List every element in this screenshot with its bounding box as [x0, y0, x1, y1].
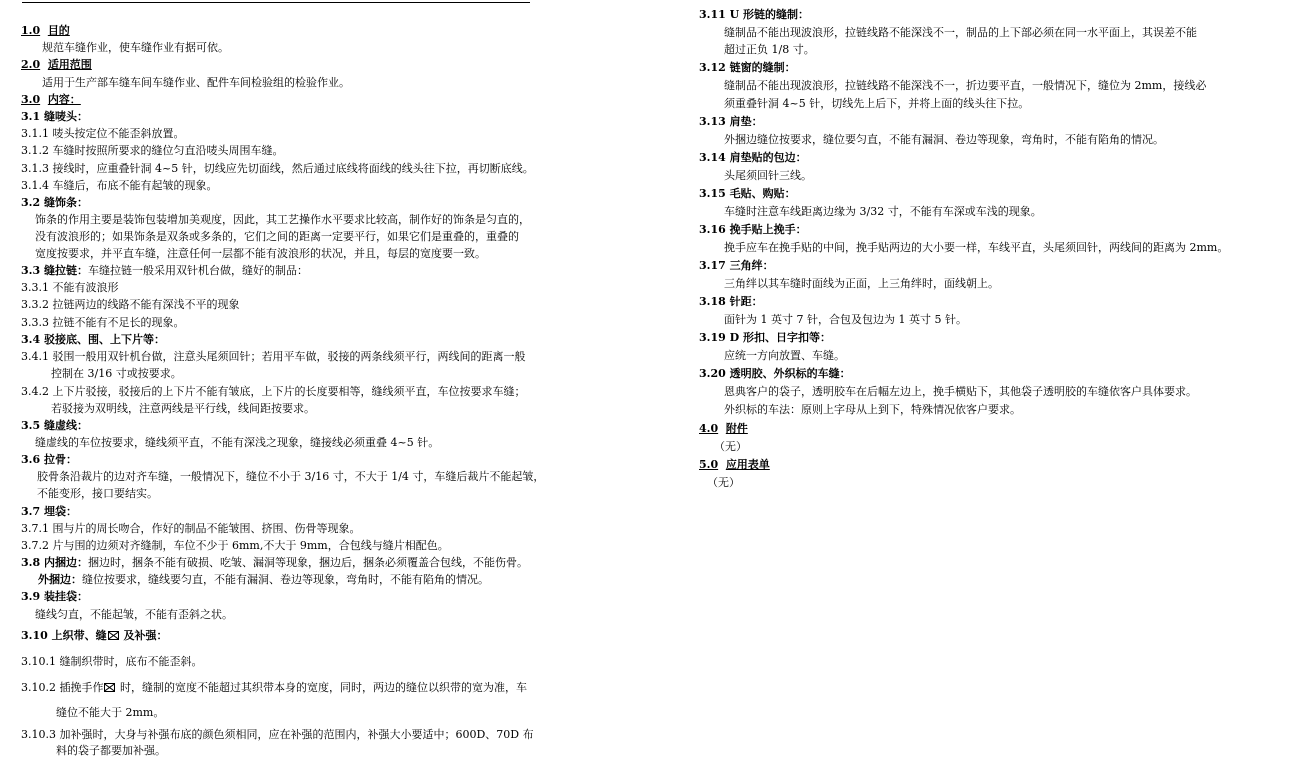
- subsection-heading-3-12: 3.12 链窗的缝制：: [699, 61, 796, 74]
- paragraph-3-19: 应统一方向放置、车缝。: [724, 349, 845, 362]
- subsection-heading-3-11: 3.11 U 形链的缝制：: [699, 8, 810, 21]
- paragraph-3-5: 缝虚线的车位按要求，缝线须平直，不能有深浅之现象，缝接线必须重叠 4~5 针。: [35, 436, 440, 449]
- subsection-heading-3-7: 3.7 埋袋：: [21, 505, 77, 518]
- subsection-heading-3-14: 3.14 肩垫贴的包边：: [699, 151, 807, 164]
- item-3-3-3: 3.3.3 拉链不能有不足长的现象。: [21, 316, 185, 329]
- item-3-10-2: [21, 680, 527, 695]
- item-3-1-2: 3.1.2 车缝时按照所要求的缝位匀直沿唛头周围车缝。: [21, 144, 284, 157]
- subsection-heading-3-20: 3.20 透明胶、外织标的车缝：: [699, 367, 851, 380]
- outer-binding-line: [38, 572, 489, 587]
- subsection-title-part: 及补强：: [119, 629, 168, 642]
- paragraph-3-14: 头尾须回针三线。: [724, 169, 812, 182]
- item-3-4-1: 3.4.1 驳围一般用双针机台做，注意头尾须回针；若用平车做，驳接的两条线须平行，两线间的距离一般: [21, 350, 526, 363]
- subsection-heading-3-9: 3.9 装挂袋：: [21, 590, 88, 603]
- item-3-7-1: 3.7.1 围与片的周长吻合，作好的制品不能皱围、挤围、伤骨等现象。: [21, 522, 361, 535]
- item-text-part: 3.10.2 插挽手作: [21, 681, 104, 694]
- subsection-title-part: 3.10 上织带、缝: [21, 629, 107, 642]
- paragraph-3-11-line: 超过正负 1/8 寸。: [724, 43, 815, 56]
- paragraph-3-6-line: 胶骨条沿裁片的边对齐车缝，一般情况下，缝位不小于 3/16 寸，不大于 1/4 寸，车缝后裁片不能起皱，: [37, 470, 545, 483]
- paragraph-3-13: 外捆边缝位按要求，缝位要匀直，不能有漏洞、卷边等现象，弯角时，不能有陷角的情况。: [724, 133, 1164, 146]
- item-3-7-2: 3.7.2 片与围的边须对齐缝制，车位不少于 6mm,不大于 9mm，合包线与缝片相配色。: [21, 539, 449, 552]
- subsection-heading-3-18: 3.18 针距：: [699, 295, 763, 308]
- subsection-title: 3.3 缝拉链：: [21, 264, 88, 277]
- paragraph-3-12-line: 须重叠针洞 4~5 针，切线先上后下，并将上面的线头往下拉。: [724, 97, 1030, 110]
- section-title: 适用范围: [47, 58, 92, 71]
- section-1-heading: [21, 23, 70, 38]
- section-number: 1.0: [21, 24, 41, 37]
- paragraph-3-2-line: 宽度按要求，并平直车缝，注意任何一层都不能有波浪形的状况，并且，每层的宽度要一致。: [35, 247, 486, 260]
- section-title: 内容：: [47, 93, 81, 106]
- item-3-3-2: 3.3.2 拉链两边的线路不能有深浅不平的现象: [21, 298, 240, 311]
- section-title: 附件: [725, 422, 748, 435]
- section-title: 目的: [47, 24, 70, 37]
- outer-binding-label: 外捆边：: [38, 573, 82, 586]
- paragraph-3-11-line: 缝制品不能出现波浪形，拉链线路不能深浅不一，制品的上下部必须在同一水平面上，其误差不能: [724, 26, 1197, 39]
- item-3-1-3: 3.1.3 接线时，应重叠针洞 4~5 针，切线应先切面线，然后通过底线将面线的线头往下拉，再切断底线。: [21, 162, 534, 175]
- section-3-heading: [21, 92, 81, 107]
- section-number: 3.0: [21, 93, 41, 106]
- item-3-1-1: 3.1.1 唛头按定位不能歪斜放置。: [21, 127, 185, 140]
- paragraph-3-12-line: 缝制品不能出现波浪形，拉链线路不能深浅不一，折边要平直，一般情况下，缝位为 2mm，接线必: [724, 79, 1207, 92]
- subsection-inline-text: 捆边时，捆条不能有破损、吃皱、漏洞等现象，捆边后，捆条必须覆盖合包线，不能伤骨。: [87, 556, 528, 569]
- section-number: 4.0: [699, 422, 719, 435]
- item-3-4-2-continuation: 若驳接为双明线，注意两线是平行线，线间距按要求。: [51, 402, 315, 415]
- item-3-10-2-continuation: 缝位不能大于 2mm。: [56, 706, 165, 719]
- subsection-heading-3-13: 3.13 肩垫：: [699, 115, 763, 128]
- item-text-part: 时，缝制的宽度不能超过其织带本身的宽度，同时，两边的缝位以织带的宽为准，车: [116, 681, 527, 694]
- subsection-heading-3-3: [21, 263, 308, 278]
- item-3-1-4: 3.1.4 车缝后，布底不能有起皱的现象。: [21, 179, 218, 192]
- subsection-heading-3-19: 3.19 D 形扣、日字扣等：: [699, 331, 831, 344]
- paragraph-3-18: 面针为 1 英寸 7 针，合包及包边为 1 英寸 5 针。: [724, 313, 967, 326]
- subsection-heading-3-4: 3.4 驳接底、围、上下片等：: [21, 333, 165, 346]
- paragraph-3-6-line: 不能变形，接口要结实。: [37, 487, 158, 500]
- subsection-heading-3-1: 3.1 缝唛头：: [21, 110, 88, 123]
- section-5-text: （无）: [707, 476, 740, 489]
- section-2-heading: [21, 57, 92, 72]
- paragraph-3-17: 三角绊以其车缝时面线为正面，上三角绊时，面线朝上。: [724, 277, 999, 290]
- subsection-inline-text: 车缝拉链一般采用双针机台做，缝好的制品：: [87, 264, 308, 277]
- section-4-heading: [699, 421, 748, 436]
- subsection-heading-3-8: [21, 555, 528, 570]
- section-number: 5.0: [699, 458, 719, 471]
- item-3-4-1-continuation: 控制在 3/16 寸或按要求。: [51, 367, 182, 380]
- paragraph-3-20-line: 外织标的车法：原则上字母从上到下，特殊情况依客户要求。: [724, 403, 1021, 416]
- item-3-4-2: 3.4.2 上下片驳接，驳接后的上下片不能有皱底，上下片的长度要相等，缝线须平直，车位按要求车缝；: [21, 385, 526, 398]
- section-number: 2.0: [21, 58, 41, 71]
- item-3-3-1: 3.3.1 不能有波浪形: [21, 281, 119, 294]
- section-5-heading: [699, 457, 770, 472]
- section-title: 应用表单: [725, 458, 770, 471]
- subsection-heading-3-6: 3.6 拉骨：: [21, 453, 77, 466]
- subsection-heading-3-5: 3.5 缝虚线：: [21, 419, 88, 432]
- subsection-heading-3-17: 3.17 三角绊：: [699, 259, 774, 272]
- section-4-text: （无）: [714, 440, 747, 453]
- subsection-heading-3-2: 3.2 缝饰条：: [21, 196, 88, 209]
- section-2-text: 适用于生产部车缝车间车缝作业、配件车间检验组的检验作业。: [42, 76, 350, 89]
- subsection-heading-3-16: 3.16 挽手贴上挽手：: [699, 223, 807, 236]
- subsection-title: 3.8 内捆边：: [21, 556, 88, 569]
- subsection-heading-3-15: 3.15 毛贴、购贴：: [699, 187, 796, 200]
- boxed-x-icon: [108, 631, 119, 640]
- item-3-10-1: 3.10.1 缝制织带时，底布不能歪斜。: [21, 655, 203, 668]
- header-rule: [22, 2, 530, 3]
- subsection-heading-3-10: [21, 628, 167, 643]
- paragraph-3-9: 缝线匀直，不能起皱，不能有歪斜之状。: [35, 608, 233, 621]
- item-3-10-3-continuation: 料的袋子都要加补强。: [56, 744, 166, 757]
- boxed-x-icon: [104, 683, 115, 692]
- paragraph-3-2-line: 饰条的作用主要是装饰包装增加美观度，因此，其工艺操作水平要求比较高，制作好的饰条是匀直的，: [35, 213, 530, 226]
- paragraph-3-15: 车缝时注意车线距离边缘为 3/32 寸，不能有车深或车浅的现象。: [724, 205, 1042, 218]
- item-3-10-3: 3.10.3 加补强时，大身与补强布底的颜色须相同，应在补强的范围内，补强大小要适中；600D、70D 布: [21, 728, 534, 741]
- paragraph-3-16: 挽手应车在挽手贴的中间，挽手贴两边的大小要一样，车线平直，头尾须回针，两线间的距离为 2mm。: [724, 241, 1229, 254]
- paragraph-3-20-line: 恩典客户的袋子，透明胶车在后幅左边上，挽手横贴下，其他袋子透明胶的车缝依客户具体要求。: [724, 385, 1197, 398]
- paragraph-3-2-line: 没有波浪形的；如果饰条是双条或多条的，它们之间的距离一定要平行，如果它们是重叠的，重叠的: [35, 230, 519, 243]
- outer-binding-text: 缝位按要求，缝线要匀直，不能有漏洞、卷边等现象，弯角时，不能有陷角的情况。: [82, 573, 489, 586]
- section-1-text: 规范车缝作业，使车缝作业有据可依。: [42, 41, 229, 54]
